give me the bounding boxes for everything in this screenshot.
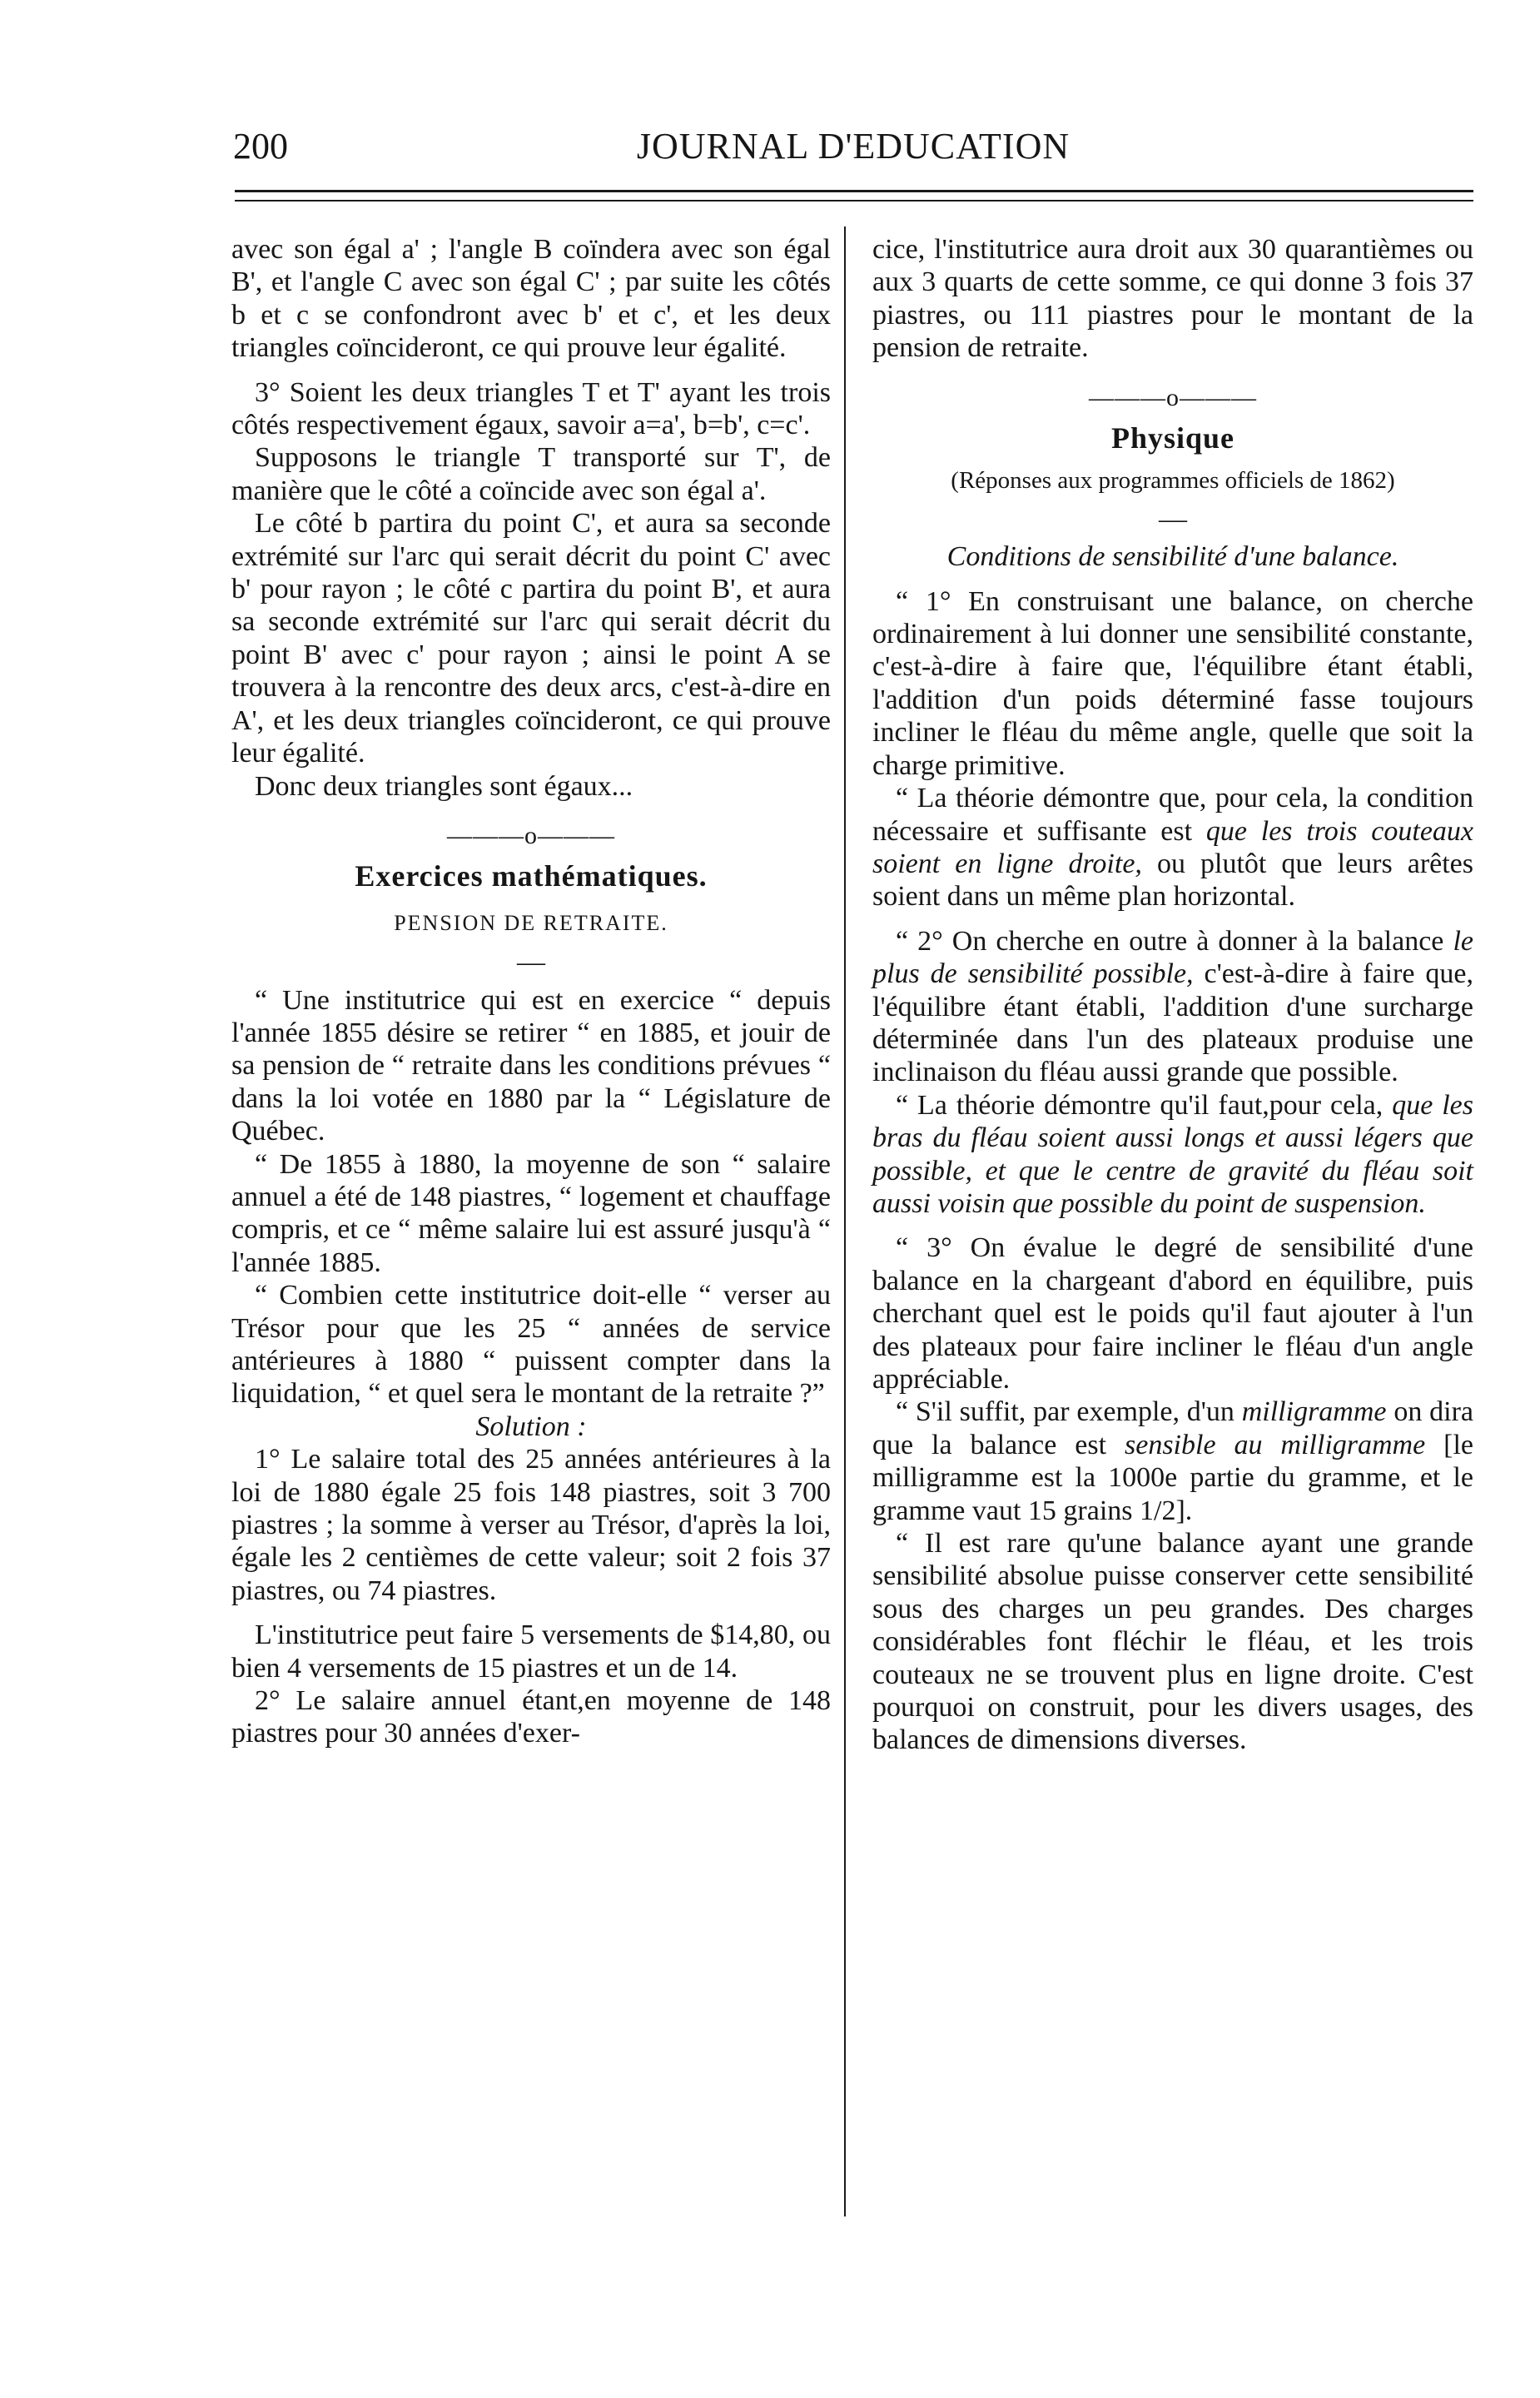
- text-run: “ La théorie démontre qu'il faut,pour cela,: [896, 1089, 1384, 1121]
- paragraph: [872, 925, 1473, 1089]
- emphasis-text: que les trois couteaux soient en ligne droite,: [872, 815, 1474, 879]
- emphasis-text: que les bras du fléau soient aussi longs et aussi légers que possible, et que le centre de gravité du fléau soit aussi voisin que possible du point de suspension.: [872, 1089, 1473, 1219]
- page-number: 200: [233, 126, 288, 167]
- emphasis-text: sensible au milligramme: [1125, 1429, 1426, 1460]
- section-separator: ———o———: [447, 821, 615, 849]
- paragraph: “ Il est rare qu'une balance ayant une grande sensibilité absolue puisse conserver cette sensibilité sous des charges un peu grandes. Des charges considérables font fléchir le fléau, et les trois couteaux ne se trouvent plus en ligne droite. C'est pourquoi on construit, pour les divers usages, des balances de dimensions diverses.: [872, 1528, 1473, 1756]
- solution-heading: Solution :: [475, 1410, 587, 1442]
- text-run: [le milligramme est la 1000e partie du gramme, et le gramme vaut 15 grains 1/2].: [872, 1429, 1474, 1526]
- running-title: JOURNAL D'EDUCATION: [636, 126, 1071, 167]
- page-header: [233, 125, 1473, 175]
- emphasis-text: milligramme: [1241, 1396, 1387, 1428]
- emphasis-text: le plus de sensibilité possible,: [872, 925, 1473, 990]
- paragraph: “ 1° En construisant une balance, on cherche ordinairement à lui donner une sensibilité constante, c'est-à-dire à faire que, l'équilibre étant établi, l'addition d'un poids déterminé fasse toujours incliner le fléau du même angle, quelle que soit la charge primitive.: [872, 585, 1473, 781]
- text-run: “ S'il suffit, par exemple, d'un: [896, 1396, 1234, 1428]
- paragraph: Le côté b partira du point C', et aura sa seconde extrémité sur l'arc qui serait décrit du point C' avec b' pour rayon ; le côté c partira du point B', et aura sa seconde extrémité sur l'arc qui serait décrit du point B' avec c' pour rayon ; ainsi le point A se trouvera à la rencontre des deux arcs, c'est-à-dire en A', et les deux triangles coïncideront, ce qui prouve leur égalité.: [231, 508, 831, 769]
- text-run: “ La théorie démontre que, pour cela, la condition nécessaire et suffisante est: [872, 783, 1473, 847]
- paragraph: “ 3° On évalue le degré de sensibilité d'une balance en la chargeant d'abord en équilibre, puis cherchant quel est le poids qu'il faut ajouter à l'un des plateaux pour faire incliner le fléau d'un angle appréciable.: [872, 1232, 1473, 1395]
- header-rule-thick: [235, 190, 1473, 192]
- paragraph: [872, 782, 1473, 913]
- text-run: c'est-à-dire à faire que, l'équilibre étant établi, l'addition d'une surcharge déterminée dans l'un des plateaux produise une inclinaison du fléau aussi grande que possible.: [872, 958, 1473, 1088]
- quoted-problem: “ Combien cette institutrice doit-elle “ verser au Trésor pour que les 25 “ années de service antérieures à 1880 “ puissent compter dans la liquidation, “ et quel sera le montant de la retraite ?”: [231, 1280, 831, 1410]
- right-column: [872, 233, 1473, 1757]
- solution-paragraph: 1° Le salaire total des 25 années antérieures à la loi de 1880 égale 25 fois 148 piastres, soit 3 700 piastres ; la somme à verser au Trésor, d'après la loi, égale les 2 centièmes de cette valeur; soit 2 fois 37 piastres, ou 74 piastres.: [231, 1444, 831, 1606]
- paragraph: [872, 1396, 1473, 1527]
- section-subtitle: (Réponses aux programmes officiels de 1862): [951, 467, 1395, 495]
- text-run: “ 2° On cherche en outre à donner à la balance: [896, 925, 1444, 957]
- section-title: Exercices mathématiques.: [355, 859, 708, 893]
- dash-divider: —: [1159, 503, 1187, 535]
- paragraph: Donc deux triangles sont égaux...: [255, 770, 633, 802]
- paragraph: cice, l'institutrice aura droit aux 30 quarantièmes ou aux 3 quarts de cette somme, ce qui donne 3 fois 37 piastres, ou 111 piastres pour le montant de la pension de retraite.: [872, 234, 1473, 364]
- paragraph: [872, 1089, 1473, 1221]
- solution-paragraph: 2° Le salaire annuel étant,en moyenne de 148 piastres pour 30 années d'exer-: [231, 1685, 831, 1749]
- subsection-title: PENSION DE RETRAITE.: [394, 910, 668, 935]
- text-run: ou plutôt que leurs arêtes soient dans un même plan horizontal.: [872, 848, 1474, 913]
- section-title: Physique: [1110, 421, 1235, 455]
- section-separator: ———o———: [1089, 383, 1257, 411]
- left-column: [231, 233, 831, 1750]
- article-heading: Conditions de sensibilité d'une balance.: [946, 541, 1399, 573]
- solution-paragraph: L'institutrice peut faire 5 versements de $14,80, ou bien 4 versements de 15 piastres et un de 14.: [231, 1619, 831, 1684]
- paragraph: avec son égal a' ; l'angle B coïndera avec son égal B', et l'angle C avec son égal C' ; par suite les côtés b et c se confondront avec b' et c', et les deux triangles coïncideront, ce qui prouve leur égalité.: [231, 234, 831, 364]
- quoted-problem: “ Une institutrice qui est en exercice “ depuis l'année 1855 désire se retirer “ en 1885, et jouir de sa pension de “ retraite dans les conditions prévues “ dans la loi votée en 1880 par la “ Législature de Québec.: [231, 984, 831, 1147]
- paragraph: 3° Soient les deux triangles T et T' ayant les trois côtés respectivement égaux, savoir a=a', b=b', c=c'.: [231, 376, 831, 441]
- dash-divider: —: [517, 947, 545, 978]
- column-divider: [844, 226, 846, 2216]
- text-run: on dira que la balance est: [872, 1396, 1473, 1460]
- header-rule-thin: [235, 200, 1473, 201]
- paragraph: Supposons le triangle T transporté sur T', de manière que le côté a coïncide avec son égal a'.: [231, 442, 831, 506]
- quoted-problem: “ De 1855 à 1880, la moyenne de son “ salaire annuel a été de 148 piastres, “ logement et chauffage compris, et ce “ même salaire lui est assuré jusqu'à “ l'année 1885.: [231, 1148, 831, 1278]
